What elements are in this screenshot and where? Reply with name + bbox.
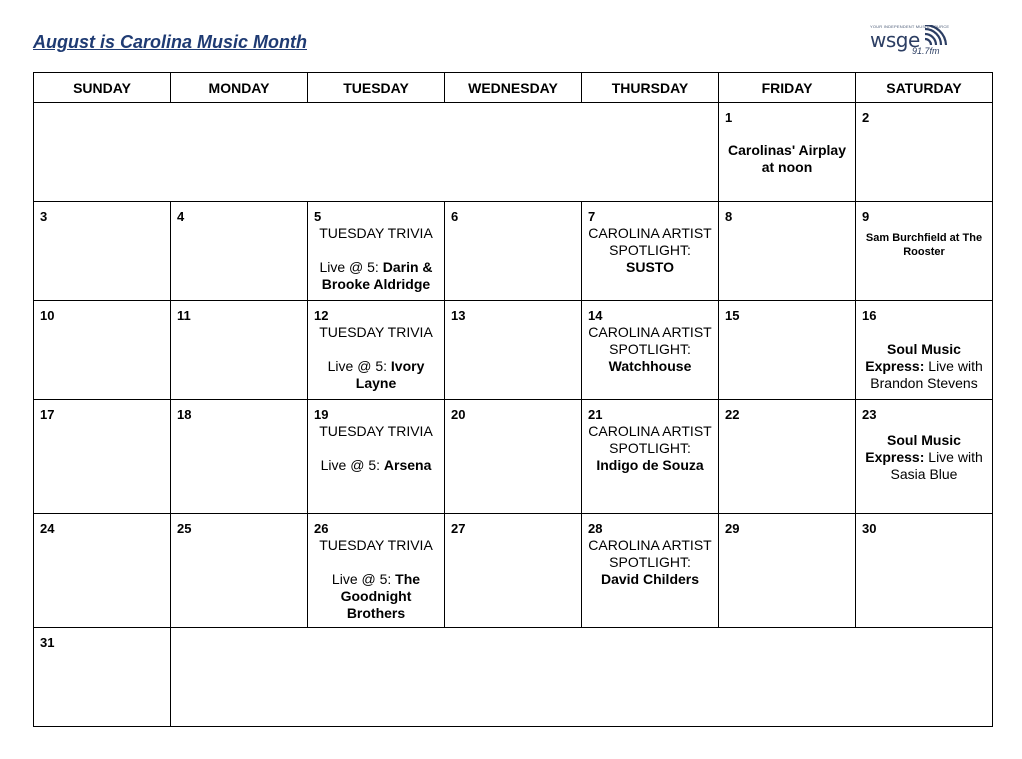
artist-name: David Childers [600,571,700,587]
day-number: 2 [862,110,870,125]
live-event [308,457,444,474]
day-number: 26 [314,521,329,536]
day-number: 11 [177,308,191,323]
day-cell [445,301,582,400]
day-cell [34,202,171,301]
day-header-tuesday: TUESDAY [308,73,445,103]
day-cell [582,514,719,628]
day-number: 17 [40,407,55,422]
day-number: 29 [725,521,740,536]
day-number: 15 [725,308,740,323]
calendar-table [33,72,993,727]
day-number: 28 [588,521,603,536]
day-cell [34,514,171,628]
artist-name: SUSTO [626,259,674,275]
day-number: 4 [177,209,185,224]
day-cell [856,301,993,400]
day-number: 22 [725,407,740,422]
day-cell [34,400,171,514]
day-header-wednesday: WEDNESDAY [445,73,582,103]
day-cell [171,514,308,628]
day-cell [445,400,582,514]
day-number: 19 [314,407,329,422]
spotlight-label: CAROLINA ARTIST SPOTLIGHT: [588,225,712,258]
day-cell [856,514,993,628]
day-number: 10 [40,308,55,323]
day-cell [719,202,856,301]
day-number: 20 [451,407,466,422]
empty-cell [171,628,993,727]
empty-cell [34,103,719,202]
day-header-friday: FRIDAY [719,73,856,103]
spotlight-label: CAROLINA ARTIST SPOTLIGHT: [588,537,712,570]
calendar-week [34,514,993,628]
day-number: 21 [588,407,603,422]
trivia-label: TUESDAY TRIVIA [319,537,433,553]
day-number: 3 [40,209,48,224]
page-title: August is Carolina Music Month [33,32,308,52]
artist-name: Darin & Brooke Aldridge [321,259,433,292]
show-name: Soul Music Express: [865,341,961,374]
day-cell [171,301,308,400]
day-number: 14 [588,308,603,323]
live-prefix: Live @ 5: [331,571,396,587]
artist-name: Watchhouse [608,358,692,374]
wsge-logo [868,22,958,60]
weekday-header-row [34,73,993,103]
live-prefix: Live @ 5: [319,259,383,275]
show-detail: Live with Sasia Blue [890,449,983,482]
day-cell [308,514,445,628]
day-number: 13 [451,308,466,323]
event-text [856,432,992,483]
day-cell [582,301,719,400]
day-cell [719,400,856,514]
day-cell [582,202,719,301]
day-number: 16 [862,308,877,323]
day-number: 27 [451,521,466,536]
day-cell [171,202,308,301]
day-cell [856,400,993,514]
calendar-week [34,628,993,727]
day-header-monday: MONDAY [171,73,308,103]
day-header-saturday: SATURDAY [856,73,993,103]
day-cell [445,202,582,301]
day-number: 25 [177,521,192,536]
logo-tagline: YOUR INDEPENDENT MUSIC SOURCE [870,24,950,29]
live-prefix: Live @ 5: [327,358,391,374]
day-cell [719,514,856,628]
calendar-week [34,103,993,202]
trivia-label: TUESDAY TRIVIA [319,225,433,241]
day-number: 31 [40,635,55,650]
live-event [308,571,444,622]
day-cell [34,628,171,727]
artist-name: The Goodnight Brothers [340,571,421,621]
day-number: 23 [862,407,877,422]
event-text [856,341,992,392]
calendar-week [34,202,993,301]
day-number: 5 [314,209,322,224]
live-event [308,259,444,293]
show-name: Soul Music Express: [865,432,961,465]
broadcast-waves-icon [923,25,953,51]
day-cell [582,400,719,514]
day-number: 30 [862,521,877,536]
day-number: 8 [725,209,733,224]
artist-name: Ivory Layne [355,358,425,391]
day-cell [719,103,856,202]
day-cell [308,202,445,301]
live-prefix: Live @ 5: [320,457,384,473]
day-number: 9 [862,209,870,224]
calendar-week [34,400,993,514]
day-cell [719,301,856,400]
trivia-label: TUESDAY TRIVIA [319,324,433,340]
day-number: 7 [588,209,596,224]
day-cell [34,301,171,400]
day-number: 18 [177,407,192,422]
day-number: 12 [314,308,329,323]
day-cell [308,400,445,514]
show-detail: Live with Brandon Stevens [870,358,983,391]
live-event [308,358,444,392]
day-cell [856,202,993,301]
day-number: 1 [725,110,733,125]
day-cell [445,514,582,628]
logo-name: wsge [870,28,920,52]
event-text: Sam Burchfield at The Rooster [865,232,983,258]
day-header-sunday: SUNDAY [34,73,171,103]
spotlight-label: CAROLINA ARTIST SPOTLIGHT: [588,423,712,456]
calendar-week [34,301,993,400]
artist-name: Indigo de Souza [596,457,704,473]
day-number: 24 [40,521,55,536]
event-text: Carolinas' Airplay at noon [728,142,846,175]
day-number: 6 [451,209,459,224]
spotlight-label: CAROLINA ARTIST SPOTLIGHT: [588,324,712,357]
day-cell [308,301,445,400]
logo-frequency: 91.7fm [912,46,940,56]
artist-name: Arsena [383,457,432,473]
trivia-label: TUESDAY TRIVIA [319,423,433,439]
day-cell [856,103,993,202]
day-cell [171,400,308,514]
day-header-thursday: THURSDAY [582,73,719,103]
